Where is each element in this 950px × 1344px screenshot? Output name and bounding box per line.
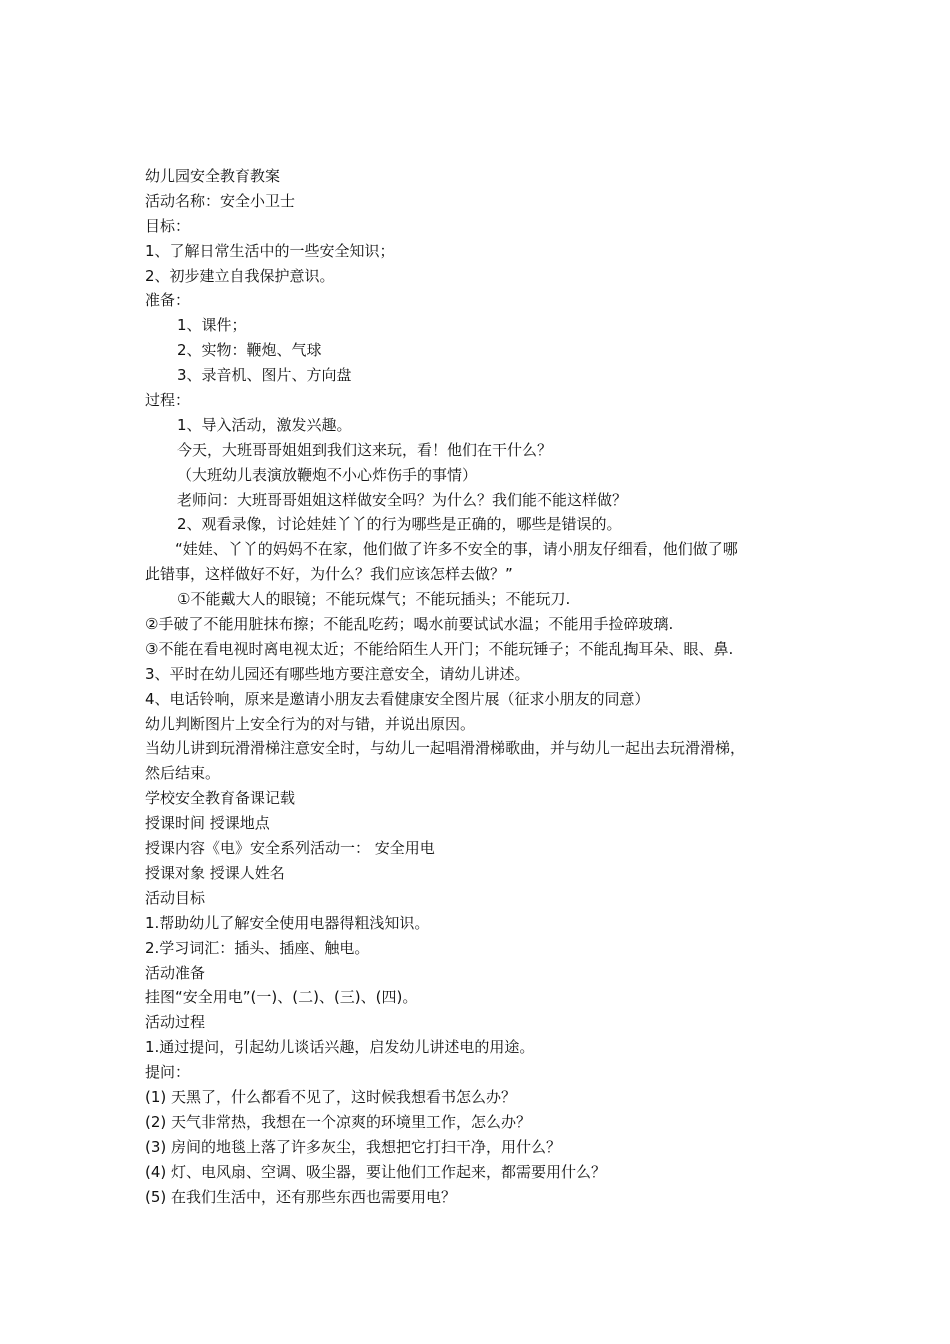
process-step: 1、导入活动，激发兴趣。 bbox=[177, 415, 352, 434]
section-activity-prep: 活动准备 bbox=[145, 963, 206, 982]
doc-title: 幼儿园安全教育教案 bbox=[145, 167, 281, 185]
section-process: 过程： bbox=[145, 391, 191, 410]
preparation-item: 3、录音机、图片、方向盘 bbox=[177, 366, 352, 385]
question-item: (3) 房间的地毯上落了许多灰尘，我想把它打扫干净，用什么？ bbox=[145, 1137, 562, 1156]
question-item: (4) 灯、电风扇、空调、吸尘器，要让他们工作起来，都需要用什么？ bbox=[145, 1162, 607, 1181]
goal-item: 2、初步建立自我保护意识。 bbox=[145, 266, 335, 285]
lesson-info: 授课对象 授课人姓名 bbox=[145, 863, 285, 882]
question-label: 提问： bbox=[145, 1063, 191, 1082]
rule-item: ③不能在看电视时离电视太近；不能给陌生人开门；不能玩锤子；不能乱掏耳朵、眼、鼻. bbox=[145, 639, 734, 658]
process-text: 今天，大班哥哥姐姐到我们这来玩，看！他们在干什么？ bbox=[177, 440, 553, 459]
activity-goal-item: 2.学习词汇：插头、插座、触电。 bbox=[145, 938, 370, 957]
section-activity-goals: 活动目标 bbox=[145, 888, 206, 907]
process-step: 3、平时在幼儿园还有哪些地方要注意安全，请幼儿讲述。 bbox=[145, 664, 530, 683]
lesson-record-title: 学校安全教育备课记载 bbox=[145, 789, 296, 808]
section-goals: 目标： bbox=[145, 216, 191, 235]
question-item: (5) 在我们生活中，还有那些东西也需要用电？ bbox=[145, 1187, 457, 1206]
activity-goal-item: 1.帮助幼儿了解安全使用电器得粗浅知识。 bbox=[145, 913, 430, 932]
goal-item: 1、了解日常生活中的一些安全知识； bbox=[145, 241, 395, 260]
lesson-info: 授课时间 授课地点 bbox=[145, 814, 270, 833]
process-text: 当幼儿讲到玩滑滑梯注意安全时，与幼儿一起唱滑滑梯歌曲，并与幼儿一起出去玩滑滑梯， bbox=[145, 739, 746, 758]
section-activity-process: 活动过程 bbox=[145, 1013, 206, 1032]
rule-item: ②手破了不能用脏抹布擦；不能乱吃药；喝水前要试试水温；不能用手捡碎玻璃. bbox=[145, 615, 674, 634]
process-step: 2、观看录像，讨论娃娃丫丫的行为哪些是正确的，哪些是错误的。 bbox=[177, 515, 622, 534]
rule-item: ①不能戴大人的眼镜；不能玩煤气；不能玩插头；不能玩刀. bbox=[177, 590, 571, 609]
process-quote: “娃娃、丫丫的妈妈不在家，他们做了许多不安全的事，请小朋友仔细看，他们做了哪 bbox=[175, 540, 738, 559]
process-step: 4、电话铃响，原来是邀请小朋友去看健康安全图片展（征求小朋友的同意） bbox=[145, 689, 650, 708]
preparation-item: 2、实物：鞭炮、气球 bbox=[177, 341, 322, 360]
activity-prep-item: 挂图“安全用电”(一)、(二)、(三)、(四)。 bbox=[145, 988, 418, 1007]
activity-name: 活动名称：安全小卫士 bbox=[145, 191, 296, 210]
process-text: 然后结束。 bbox=[145, 764, 221, 783]
process-text: 老师问：大班哥哥姐姐这样做安全吗？为什么？我们能不能这样做？ bbox=[177, 490, 628, 509]
process-quote: 此错事，这样做好不好，为什么？我们应该怎样去做？” bbox=[145, 565, 513, 584]
process-text: （大班幼儿表演放鞭炮不小心炸伤手的事情） bbox=[177, 465, 478, 484]
document-page bbox=[145, 164, 815, 1209]
preparation-item: 1、课件； bbox=[177, 316, 247, 335]
activity-process-step: 1.通过提问，引起幼儿谈话兴趣，启发幼儿讲述电的用途。 bbox=[145, 1038, 535, 1057]
question-item: (1) 天黑了，什么都看不见了，这时候我想看书怎么办？ bbox=[145, 1087, 517, 1106]
question-item: (2) 天气非常热，我想在一个凉爽的环境里工作，怎么办？ bbox=[145, 1112, 532, 1131]
lesson-info: 授课内容《电》安全系列活动一： 安全用电 bbox=[145, 839, 435, 858]
section-preparation: 准备： bbox=[145, 291, 191, 310]
process-text: 幼儿判断图片上安全行为的对与错，并说出原因。 bbox=[145, 714, 476, 733]
